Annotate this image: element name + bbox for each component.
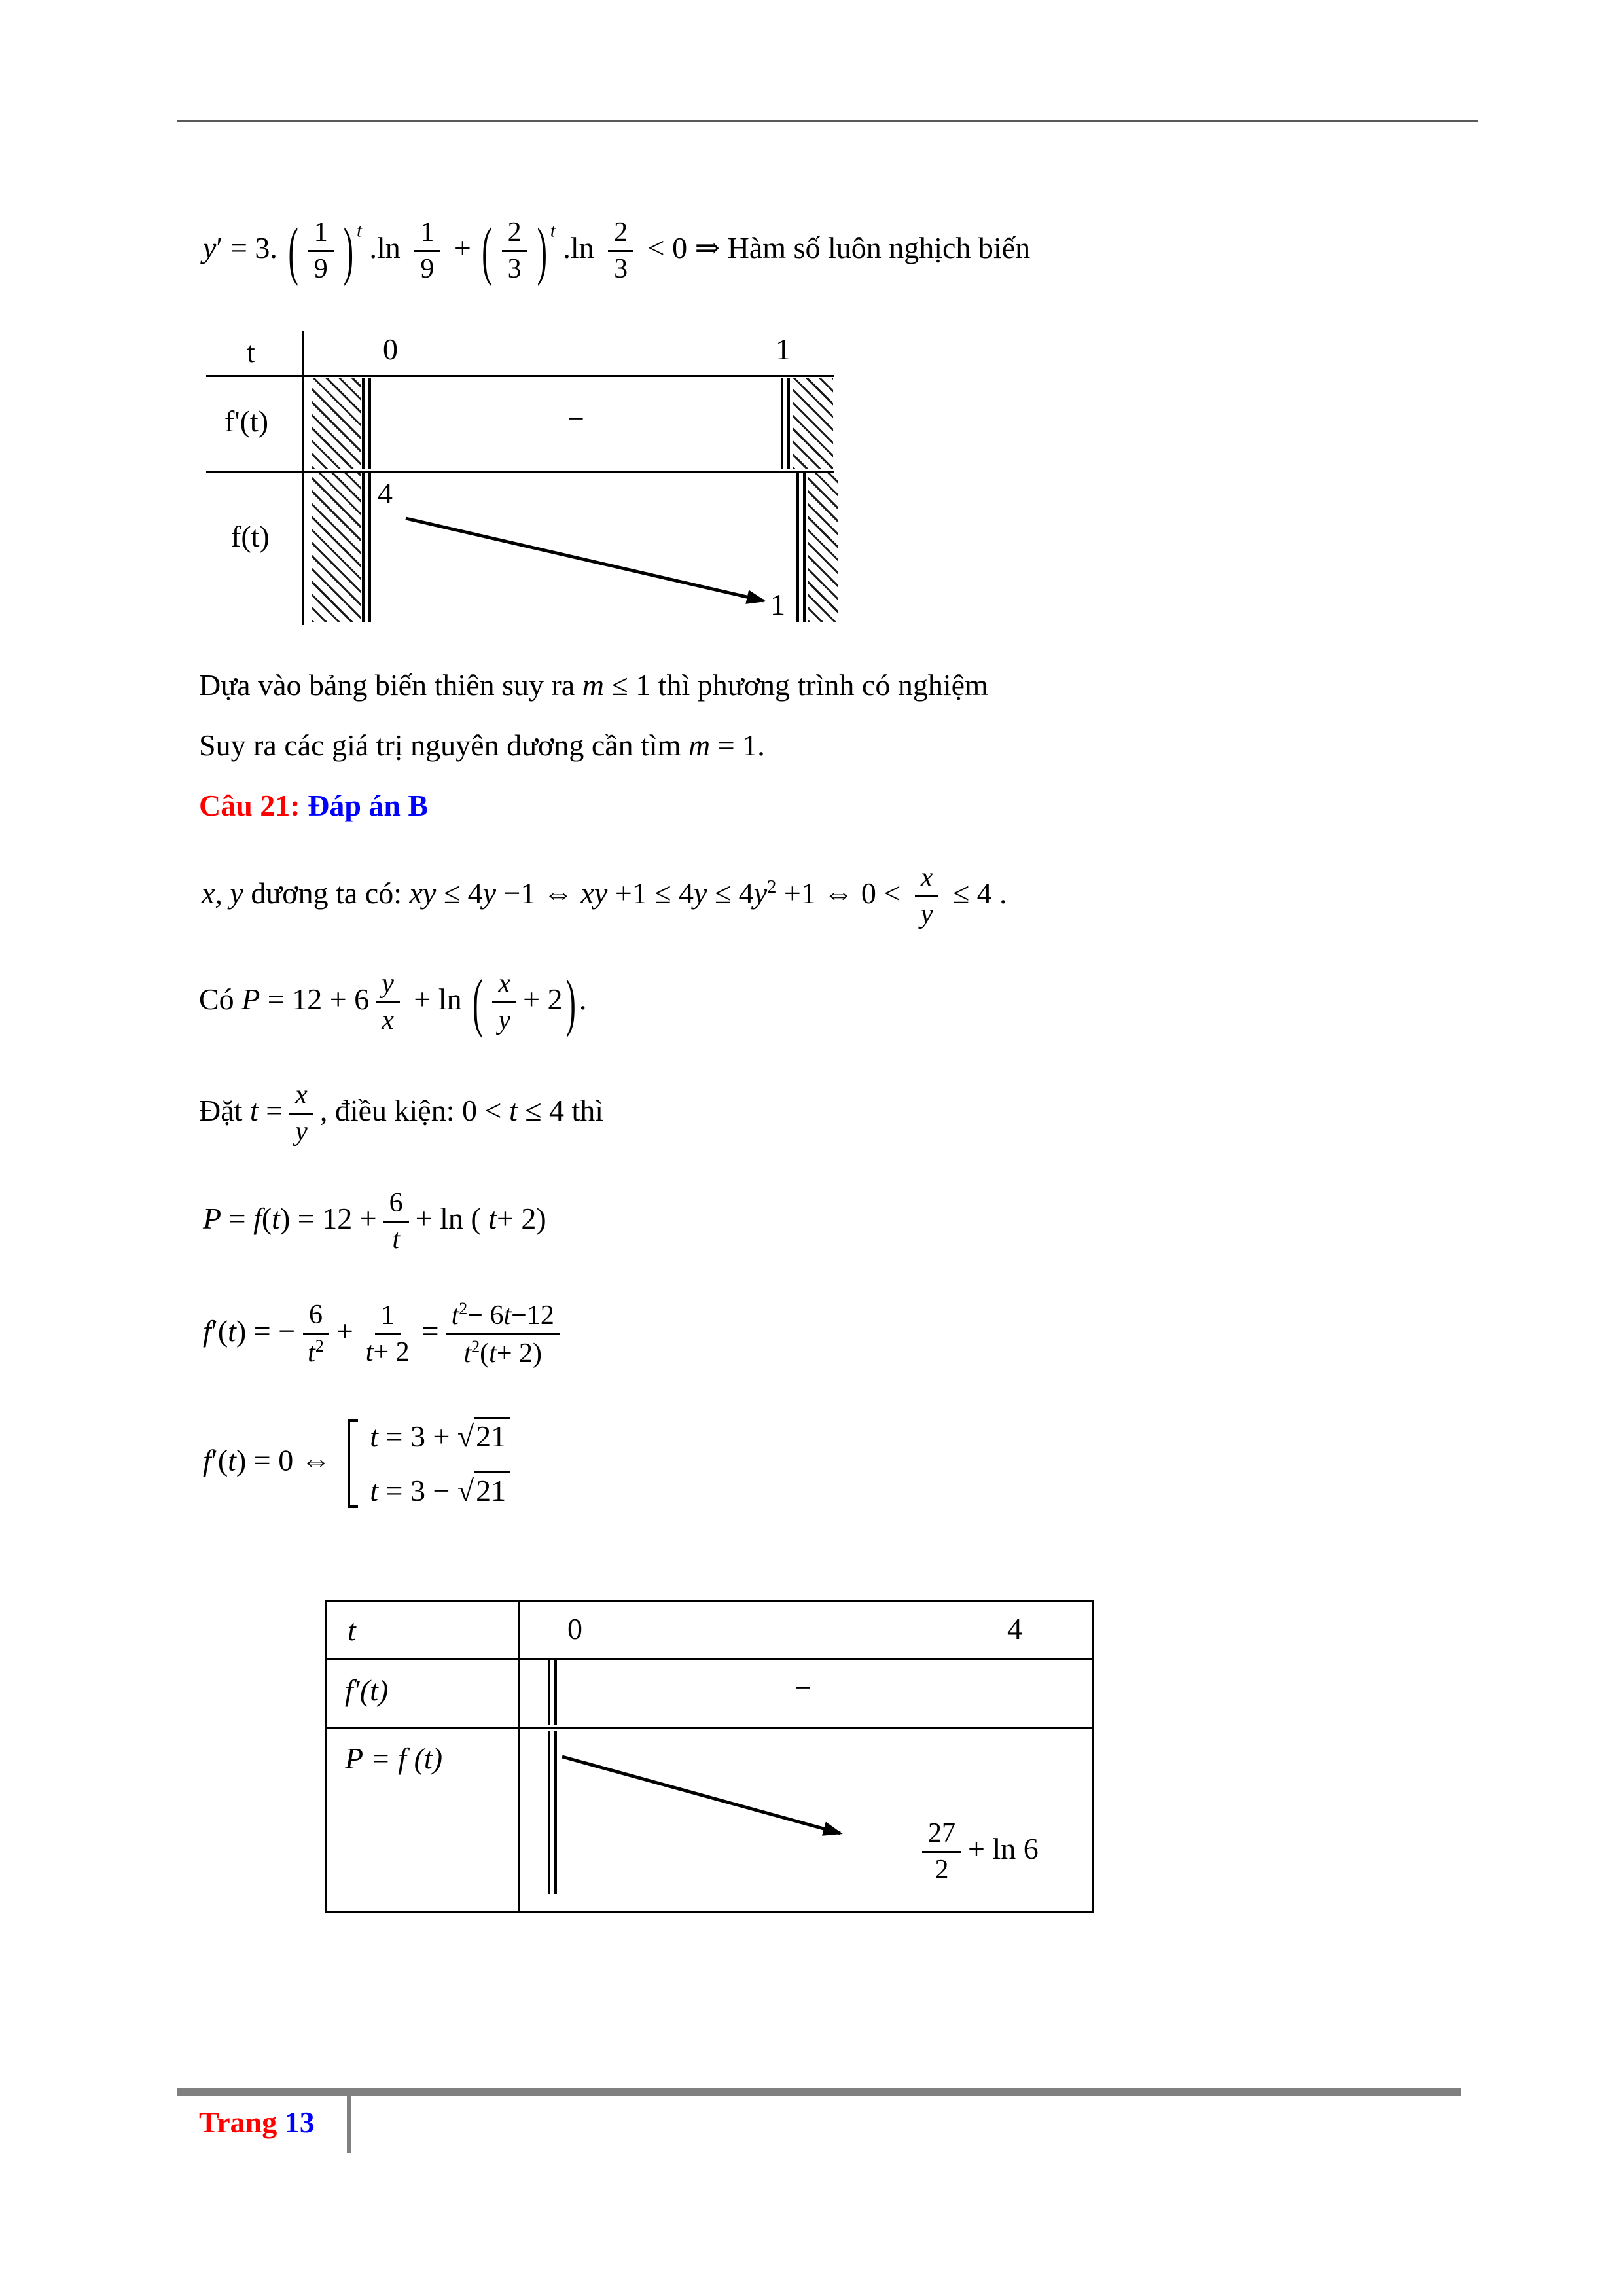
math-op: < 0 ⇒ [647, 231, 721, 265]
math-var-m: m [688, 728, 711, 762]
math-var: y [203, 231, 217, 265]
fraction-quadratic [446, 1299, 560, 1369]
math-rel: = 1 [717, 728, 758, 762]
page-value: 13 [284, 2106, 315, 2139]
denominator: 2 [935, 1855, 949, 1886]
conclusion-text: Hàm số luôn nghịch biến [727, 231, 1031, 265]
question-heading [199, 788, 428, 823]
fraction-x-y [289, 1080, 313, 1147]
formula-xy-inequality [202, 863, 1007, 930]
hatch-region [793, 378, 833, 469]
text: dương ta có: [251, 876, 402, 910]
sqrt-21: √21 [457, 1471, 510, 1507]
math-var-m: m [582, 668, 604, 702]
fraction-x-y [915, 863, 939, 930]
math: ⇔ 0 < [823, 876, 901, 910]
numerator: 2 [608, 217, 633, 252]
math: ) = 0 ⇔ [236, 1443, 331, 1477]
math-f: f [203, 1314, 211, 1348]
math: + ln 6 [968, 1832, 1039, 1866]
denominator: 9 [420, 254, 435, 285]
formula-P-of-t [203, 1188, 546, 1255]
numerator: 2 [502, 217, 527, 252]
math: −1 ⇔ [503, 876, 573, 910]
math: + 2) [496, 1202, 546, 1236]
f-min-value: 1 [770, 588, 785, 621]
fraction-1-9 [308, 217, 334, 285]
numerator: 27 [922, 1818, 961, 1853]
table-grid-line [206, 471, 834, 473]
numerator: x [492, 969, 516, 1003]
math-op: .ln [369, 231, 401, 265]
fraction-y-x [376, 969, 400, 1036]
discontinuity-bar-icon [362, 473, 371, 622]
math: +1 ≤ 4 [615, 876, 694, 910]
formula-f-prime [203, 1299, 567, 1369]
math: ≤ 4 [443, 876, 483, 910]
math-op: + [454, 231, 471, 265]
math: . [579, 982, 587, 1016]
table-grid-line [518, 1602, 520, 1911]
text: , điều kiện: [319, 1094, 455, 1128]
numerator: $t^2- 6t-12$ [446, 1299, 560, 1335]
math: y [694, 876, 707, 910]
exponent-t: t [357, 221, 363, 242]
math: = [266, 1094, 283, 1128]
discontinuity-bar-icon [362, 378, 371, 469]
cases-rows [370, 1419, 510, 1508]
formula-P-definition [199, 965, 587, 1038]
footer-rule [177, 2088, 1461, 2096]
exponent-2: 2 [767, 876, 777, 897]
fraction-2-3 [608, 217, 633, 285]
t-value-0: 0 [567, 1612, 582, 1645]
row-label-P: P = f (t) [345, 1742, 443, 1775]
numerator: x [289, 1080, 313, 1115]
math-f: f [203, 1443, 211, 1477]
denominator: y [498, 1005, 511, 1036]
t-value-1: 1 [776, 332, 791, 366]
paragraph-conclusion-2 [199, 728, 765, 762]
math: + 2 [523, 982, 563, 1016]
footer-divider [347, 2088, 351, 2153]
case-row-2: t = 3 − √21 [370, 1473, 510, 1508]
numerator: 1 [414, 217, 440, 252]
math-var-t: t [272, 1202, 280, 1236]
math: + [336, 1314, 353, 1348]
right-paren-icon: ) [343, 214, 354, 287]
text: Suy ra các giá trị nguyên dương cần tìm [199, 728, 681, 762]
math: + ln [414, 982, 462, 1016]
numerator: 1 [375, 1300, 401, 1335]
discontinuity-bar-icon [796, 473, 806, 622]
row-label-t: t [247, 335, 255, 368]
left-paren-icon: ( [288, 214, 298, 287]
fraction-1-t2 [360, 1300, 416, 1368]
text: Đặt [199, 1094, 243, 1128]
denominator: 3 [614, 254, 628, 285]
text: Dựa vào bảng biến thiên suy ra [199, 668, 575, 702]
denominator: y [920, 899, 933, 930]
table-grid-line [327, 1727, 1092, 1729]
paragraph-conclusion-1 [199, 668, 988, 702]
hatch-region [312, 473, 361, 622]
hatch-region [808, 473, 838, 622]
cases-group [348, 1419, 510, 1508]
math: ≤ 4 [525, 1094, 564, 1128]
formula-derivative [203, 214, 1031, 287]
math: = [421, 1314, 439, 1348]
math: ( [261, 1202, 272, 1236]
math-var-t: t [228, 1314, 236, 1348]
math-f: f [253, 1202, 262, 1236]
formula-substitution [199, 1080, 603, 1147]
numerator: 6 [303, 1300, 329, 1335]
formula-critical-points [203, 1419, 510, 1508]
variation-table-1 [206, 331, 841, 625]
denominator: t+ 2 [365, 1337, 410, 1368]
table-grid-line [206, 375, 834, 377]
numerator: 6 [383, 1188, 409, 1223]
discontinuity-bar-icon [548, 1660, 557, 1725]
fraction-2-3 [502, 217, 527, 285]
math: = 12 + 6 [267, 982, 370, 1016]
math-var-P: P [203, 1202, 222, 1236]
numerator: x [915, 863, 939, 897]
math: ) = 12 + [279, 1202, 377, 1236]
text: thì phương trình có nghiệm [658, 668, 988, 702]
denominator: 3 [507, 254, 522, 285]
denominator: y [295, 1117, 308, 1147]
math: ≤ 4 . [952, 876, 1007, 910]
denominator: 9 [313, 254, 328, 285]
math: = [228, 1202, 246, 1236]
math-op: ′ = 3. [216, 231, 277, 265]
fraction-27-2 [922, 1818, 961, 1886]
page-label: Trang [199, 2106, 277, 2139]
answer-label: Đáp án B [308, 789, 429, 822]
left-paren-icon: ( [473, 965, 483, 1038]
math: y [753, 876, 768, 910]
decreasing-arrow-icon [389, 497, 782, 619]
fraction-6-t [383, 1188, 409, 1255]
text: . [757, 728, 765, 762]
denominator: $t^2(t+ 2)$ [463, 1337, 542, 1369]
math: ) = − [236, 1314, 296, 1348]
math: y [482, 876, 497, 910]
math: + ln ( [415, 1202, 481, 1236]
math: ≤ 4 [714, 876, 754, 910]
denominator: x [382, 1005, 394, 1036]
table-grid-line [327, 1658, 1092, 1660]
numerator: y [376, 969, 400, 1003]
sign-minus: − [794, 1671, 812, 1704]
row-label-t: t [348, 1613, 356, 1647]
math: ′( [211, 1314, 228, 1348]
math: xy [409, 876, 437, 910]
math-var-t: t [508, 1094, 518, 1128]
left-bracket-icon [348, 1419, 358, 1508]
case-row-1: t = 3 + √21 [370, 1419, 510, 1454]
right-paren-icon: ) [565, 965, 576, 1038]
denominator: $t^2$ [308, 1336, 324, 1369]
math: ′( [211, 1443, 228, 1477]
t-value-4: 4 [1007, 1612, 1022, 1645]
math-vars: x, y [202, 876, 243, 910]
header-rule [177, 120, 1478, 122]
text: thì [571, 1094, 604, 1128]
page-number [199, 2105, 315, 2140]
math-var-t: t [228, 1443, 236, 1477]
row-label-f: f(t) [231, 520, 270, 553]
left-paren-icon: ( [482, 214, 492, 287]
sqrt-21: √21 [457, 1417, 510, 1453]
math: 0 < [462, 1094, 502, 1128]
P-min-value [916, 1818, 1039, 1886]
math: xy [580, 876, 608, 910]
variation-table-2 [325, 1600, 1094, 1913]
decreasing-arrow-icon [552, 1743, 860, 1848]
right-paren-icon: ) [537, 214, 547, 287]
discontinuity-bar-icon [781, 378, 790, 469]
fraction-6-t2 [302, 1300, 330, 1369]
sign-minus: − [567, 402, 584, 435]
math-var-P: P [241, 982, 260, 1016]
fraction-x-y [492, 969, 516, 1036]
math-var-t: t [488, 1202, 497, 1236]
f-max-value: 4 [378, 476, 393, 510]
question-number: Câu 21: [199, 789, 300, 822]
hatch-region [312, 378, 361, 469]
math-op: .ln [563, 231, 594, 265]
math-var-t: t [249, 1094, 259, 1128]
exponent-t: t [550, 221, 556, 242]
text: Có [199, 982, 234, 1016]
numerator: 1 [308, 217, 334, 252]
row-label-fprime: f'(t) [224, 404, 269, 438]
math-rel: ≤ 1 [611, 668, 651, 702]
row-label-fprime: f′(t) [345, 1674, 389, 1707]
fraction-1-9 [414, 217, 440, 285]
denominator: t [392, 1225, 400, 1255]
t-value-0: 0 [383, 332, 398, 366]
math: +1 [783, 876, 816, 910]
